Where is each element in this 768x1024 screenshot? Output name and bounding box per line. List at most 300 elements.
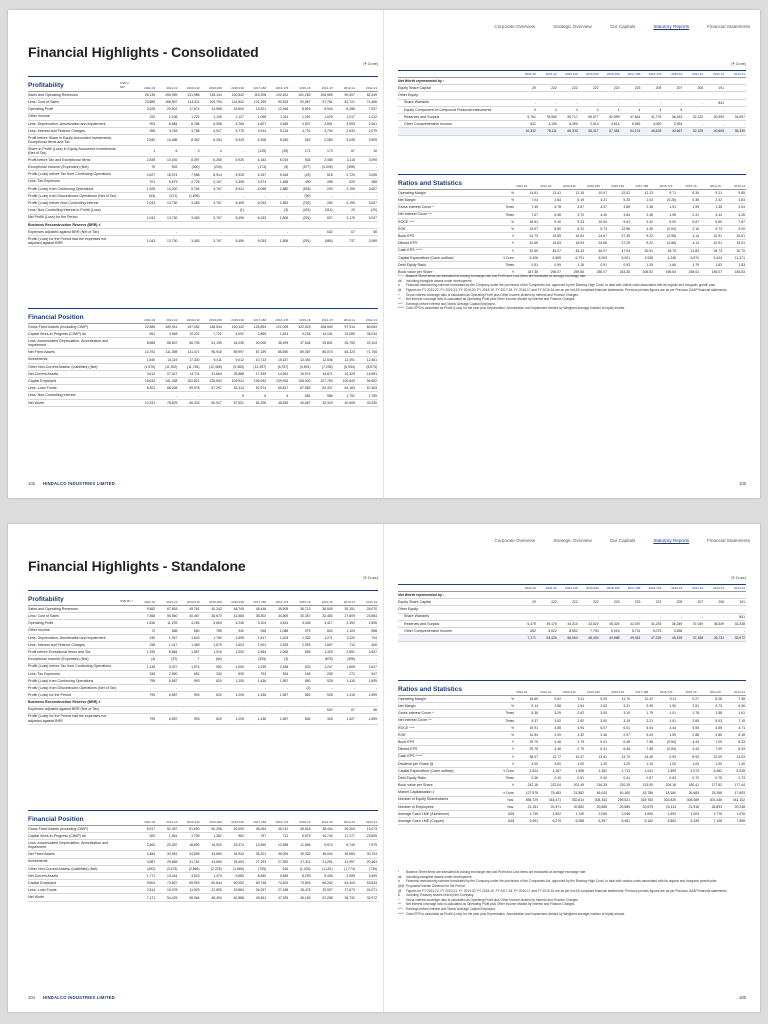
cell-value: 4 — [617, 107, 620, 112]
cell-value: 2.46 — [600, 733, 607, 738]
cell-value: 3,095 — [368, 158, 378, 163]
financial-position-table — [28, 810, 378, 902]
cell-value: - — [555, 614, 557, 619]
nav-link[interactable]: Statutory Reports — [653, 538, 690, 543]
row-unit: ₹ — [511, 740, 514, 745]
cell-value: 2,195 — [346, 201, 355, 206]
row-label: ROCE ^^^ — [398, 725, 415, 730]
row-label: Less: Interest and Finance Charges — [28, 642, 85, 647]
nav-link[interactable]: Strategic Overview — [553, 24, 592, 29]
cell-value: 6.45 — [623, 747, 630, 752]
cell-value: 2.51 — [692, 704, 699, 709]
cell-value: 4.14 — [692, 234, 699, 239]
cell-value: 191 — [739, 600, 745, 605]
cell-value: 5.25 — [623, 198, 630, 203]
row-label: Business Reconstruction Reserve (BRR) # — [28, 222, 101, 227]
cell-value: 33,561 — [167, 852, 178, 857]
cell-value: 9.71 — [669, 191, 676, 196]
year-label: 2018-19# — [231, 318, 244, 322]
cell-value: (63) — [149, 194, 156, 199]
standalone-spread — [8, 524, 760, 1012]
cell-value: 8,564 — [168, 650, 178, 655]
cell-value: 0.51 — [577, 776, 584, 781]
cell-value: (792) — [302, 201, 311, 206]
cell-value: 1,690 — [644, 812, 653, 817]
cell-value: 9 — [242, 393, 244, 398]
cell-value: (37) — [171, 657, 178, 662]
table-row — [28, 171, 378, 178]
cell-value: 4,607 — [257, 121, 267, 126]
table-row — [28, 664, 378, 671]
cell-value: 34,934 — [233, 852, 244, 857]
footnotes — [398, 870, 746, 916]
table-row — [28, 357, 378, 364]
cell-value: 1.59 — [669, 733, 676, 738]
cell-value: 1,403 — [279, 635, 289, 640]
cell-value: 46.07 — [552, 248, 561, 253]
cell-value: 659 — [304, 650, 311, 655]
table-row — [398, 768, 746, 775]
header-spacer — [398, 590, 502, 591]
nav-link[interactable]: Statutory Reports — [653, 24, 690, 29]
cell-value: 299,521 — [617, 797, 630, 802]
row-label: Capital Expenditure (Cash outflow) — [398, 768, 454, 773]
cell-value: 1,041 — [644, 768, 653, 773]
row-label: Share Warrants — [404, 100, 430, 105]
cell-value: (6,934) — [344, 364, 355, 369]
row-values — [516, 783, 746, 787]
cell-value: 9,604 — [146, 881, 156, 886]
cell-value: 89,087 — [300, 350, 311, 355]
row-values — [134, 665, 378, 669]
cell-value: 9.11 — [577, 697, 584, 702]
year-label: 2012-13 — [366, 318, 378, 322]
cell-value: 39,505 — [277, 607, 289, 612]
row-values — [516, 241, 746, 245]
row-values — [516, 101, 746, 105]
cell-value: 9.27 — [692, 697, 699, 702]
nav-link[interactable]: Our Capitals — [609, 538, 636, 543]
cell-value: 81,721 — [344, 100, 355, 105]
nav-link[interactable]: Our Capitals — [609, 24, 636, 29]
cell-value: 111,398 — [165, 350, 178, 355]
cell-value: (20) — [371, 208, 378, 213]
row-unit: Times — [505, 262, 514, 267]
page-104 — [8, 524, 384, 1012]
row-values — [134, 93, 378, 97]
cell-value: 3,483 — [191, 239, 200, 244]
year-header — [134, 86, 378, 91]
cell-value: 15,500 — [233, 107, 244, 112]
nav-link[interactable]: Corporate Overview — [494, 24, 536, 29]
cell-value: - — [618, 100, 620, 105]
cell-value: 4.58 — [554, 725, 561, 730]
table-row — [398, 782, 746, 789]
cell-value: 223 — [613, 600, 620, 605]
cell-value: 16.69 — [529, 697, 538, 702]
row-values — [134, 100, 378, 104]
cell-value — [725, 101, 746, 105]
cell-value: (0.84) — [667, 740, 676, 745]
table-row — [28, 642, 378, 649]
footnote-text: Gross interest coverage ratio is calculated as Operating Profit plus Other Income divided by Interest and Finance Charges. — [406, 292, 579, 297]
row-values — [134, 365, 378, 369]
cell-value: 1.10 — [646, 761, 653, 766]
row-values — [516, 798, 746, 802]
cell-value: 8,816 — [302, 107, 311, 112]
nav-link[interactable]: Financial Statements — [707, 24, 750, 29]
row-values — [134, 180, 378, 184]
cell-value: 3.00 — [600, 711, 607, 716]
row-label: Profit/ (Loss) before Non-Controlling Interest — [28, 201, 99, 206]
row-values — [516, 86, 746, 90]
footnote-symbol: # — [398, 879, 400, 884]
cell-value: (1,033) — [299, 866, 311, 871]
footnote — [398, 912, 746, 917]
cell-value: 3.19 — [623, 718, 630, 723]
table-row — [28, 840, 378, 851]
section-title: Ratios and Statistics — [398, 180, 462, 187]
cell-value: 1,599 — [667, 768, 676, 773]
cell-value: 15.51 — [736, 241, 745, 246]
footnote-text: Earnings before Interest and Taxes/ Average Capital Employed. — [406, 907, 496, 912]
cell-value: 1,329 — [324, 650, 333, 655]
cell-value: 15,187 — [277, 357, 289, 362]
cell-value: 2,239 — [257, 664, 267, 669]
cell-value: 40,667 — [300, 400, 311, 405]
cell-value: 285 — [327, 179, 333, 184]
footnote-symbol: ^^^^ — [398, 306, 404, 311]
cell-value: 1,205 — [235, 716, 244, 721]
row-unit: Nos. — [507, 797, 514, 802]
cell-value: 6,308 — [257, 138, 267, 143]
row-label: Net Worth — [28, 895, 45, 900]
cell-value: 29 — [532, 600, 536, 605]
cell-value: - — [702, 100, 704, 105]
cell-value: 9.37 — [531, 718, 538, 723]
cell-value: 33,348 — [734, 621, 745, 626]
cell-value: 29.79 — [529, 740, 538, 745]
year-label: 2012-13 — [733, 586, 745, 590]
cell-value: - — [576, 100, 578, 105]
cell-value: 525 — [349, 179, 355, 184]
cell-value: 3,049 — [346, 138, 355, 143]
cell-value: 1.61 — [738, 711, 745, 716]
cell-value: 7,171 — [146, 895, 156, 900]
cell-value: 904 — [149, 121, 156, 126]
cell-value: - — [264, 707, 267, 712]
cell-value: 4 — [575, 107, 578, 112]
cell-value: 5,679 — [302, 834, 311, 839]
page-title: Financial Highlights - Consolidated — [28, 44, 259, 60]
cell-value: 1,806 — [279, 239, 289, 244]
cell-value: - — [639, 614, 641, 619]
cell-value: 42,497 — [630, 621, 641, 626]
cell-value: 1,843 — [191, 635, 200, 640]
cell-value: 52,414 — [233, 386, 244, 391]
cell-value: 2,492 — [346, 621, 355, 626]
cell-value: 9.40 — [554, 219, 561, 224]
cell-value: - — [353, 686, 355, 691]
cell-value: 23,564 — [366, 614, 378, 619]
cell-value: - — [220, 686, 222, 691]
row-label: Capital Employed — [28, 378, 57, 383]
cell-value: 35,330 — [734, 129, 745, 134]
cell-value: 3,763 — [168, 129, 178, 134]
row-unit: Times — [505, 205, 514, 210]
cell-value: 5,518 — [736, 768, 745, 773]
cell-value: 23,089 — [344, 332, 355, 337]
cell-value: 222 — [592, 86, 599, 91]
cell-value: 4.13 — [692, 241, 699, 246]
company-name: HINDALCO INDUSTRIES LIMITED — [43, 995, 115, 1000]
cell-value: 1.15 — [577, 262, 584, 267]
cell-value: 304,343 — [594, 797, 607, 802]
cell-value: 3.86 — [623, 205, 630, 210]
cell-value: 1.95 — [692, 205, 699, 210]
cell-value: 1,485 — [279, 179, 289, 184]
cell-value: 5,356 — [213, 121, 222, 126]
cell-value: 11,571 — [734, 255, 745, 260]
row-label: Net Margin — [398, 198, 416, 203]
year-label: 2021-22 — [166, 318, 178, 322]
cell-value: 0.93 — [623, 262, 630, 267]
cell-value: 2,176 — [346, 215, 355, 220]
table-row — [398, 775, 746, 782]
cell-value: 850 — [304, 678, 311, 683]
cell-value: 27,609 — [344, 614, 355, 619]
cell-value: 4,484 — [146, 852, 156, 857]
nav-link[interactable]: Strategic Overview — [553, 538, 592, 543]
cell-value: 12,446 — [277, 107, 289, 112]
table-row — [28, 92, 378, 99]
cell-value: 222 — [551, 86, 557, 91]
table-row — [28, 385, 378, 392]
table-row — [398, 197, 746, 204]
table-row — [28, 207, 378, 214]
row-label: Gross Interest Cover ^ — [398, 205, 434, 210]
table-row — [28, 714, 378, 725]
cell-value: 2.63 — [600, 704, 607, 709]
cell-value: 10,492 — [167, 158, 178, 163]
cell-value: 8.28 — [715, 697, 722, 702]
cell-value: 13.97 — [529, 227, 538, 232]
cell-value: (4,591) — [299, 364, 311, 369]
cell-value: 20,502 — [167, 107, 178, 112]
row-values — [134, 379, 378, 383]
row-unit: ₹ — [511, 761, 514, 766]
cell-value: - — [154, 393, 156, 398]
cell-value: 50,296 — [211, 827, 222, 832]
cell-value: 8.18 — [738, 733, 745, 738]
year-label: 2014-15 — [321, 820, 333, 824]
cell-value: - — [287, 230, 289, 235]
cell-value: 308,489 — [686, 797, 699, 802]
cell-value: 1,088 — [279, 628, 289, 633]
year-label: 2016-17# — [275, 600, 289, 604]
cell-value: - — [702, 107, 704, 112]
cell-value: 84,223 — [344, 350, 355, 355]
cell-value: 3.95 — [646, 704, 653, 709]
section-unit — [490, 693, 504, 695]
year-header — [516, 72, 746, 77]
year-label: 2017-18# — [627, 72, 641, 76]
year-label: 2021-22 — [540, 690, 552, 694]
cell-value: 180.41 — [688, 783, 699, 788]
cell-value: 206 — [718, 600, 725, 605]
cell-value: (2,565) — [188, 866, 200, 871]
cell-value: - — [660, 100, 662, 105]
cell-value: 114,311 — [187, 100, 200, 105]
ratios-table — [398, 680, 746, 825]
row-unit: ₹ — [511, 234, 514, 239]
table-row — [28, 186, 378, 193]
year-label: 2013-14 — [713, 72, 725, 76]
row-values — [134, 158, 378, 162]
company-name: HINDALCO INDUSTRIES LIMITED — [43, 481, 115, 486]
cell-value: 1,190 — [146, 650, 156, 655]
row-label: Net Profit/ (Loss) for the Period — [28, 215, 78, 220]
nav-link[interactable]: Financial Statements — [707, 538, 750, 543]
year-header — [134, 600, 378, 605]
cell-value: 26,304 — [344, 827, 355, 832]
cell-value: 620 — [216, 678, 222, 683]
cell-value: 173 — [327, 149, 333, 154]
cell-value: 10.91 — [713, 234, 722, 239]
year-label: 2015-16 — [299, 86, 311, 90]
cell-value: 4.43 — [692, 740, 699, 745]
cell-value: 6,587 — [168, 678, 178, 683]
cell-value: 5.87 — [692, 219, 699, 224]
cell-value: 1.79 — [692, 262, 699, 267]
row-values — [516, 256, 746, 260]
cell-value: 3.43 — [646, 733, 653, 738]
cell-value: 3.94 — [577, 725, 584, 730]
cell-value: 69,748 — [255, 881, 267, 886]
row-label: Less: Depreciation, Amortization and Impairment — [28, 635, 106, 640]
table-row — [28, 135, 378, 146]
cell-value: 5.41 — [600, 747, 607, 752]
cell-value: 158.61 — [688, 270, 699, 275]
cell-value: 516 — [282, 866, 289, 871]
cell-value: - — [618, 614, 620, 619]
cell-value: 92,587 — [300, 100, 311, 105]
table-row — [28, 157, 378, 164]
table-row — [28, 707, 378, 714]
unit-note: (₹ Crore) — [731, 576, 746, 580]
cell-value: 90,525 — [277, 100, 289, 105]
cell-value: 9,012 — [235, 357, 244, 362]
cell-value: 19,078 — [167, 888, 178, 893]
cell-value: 16.93 — [575, 241, 584, 246]
row-label: Net Fixed Assets — [28, 852, 55, 857]
row-label: Less: Accumulated Depreciation, Amortization and Impairment — [28, 840, 109, 850]
table-row — [28, 692, 378, 699]
cell-value: 11,293 — [167, 621, 178, 626]
cell-value: - — [242, 657, 244, 662]
cell-value: 0.72 — [692, 776, 699, 781]
table-row — [28, 349, 378, 356]
section-header — [398, 680, 746, 696]
cell-value: 5,001 — [621, 255, 630, 260]
cell-value: 4,614 — [611, 122, 620, 127]
cell-value: 244.35 — [619, 270, 630, 275]
cell-value: 9,569 — [279, 874, 289, 878]
cell-value: 6,339 — [690, 819, 699, 824]
cell-value: 1.40 — [738, 761, 745, 766]
year-label: 2018-19# — [231, 820, 244, 824]
cell-value: 5,040 — [279, 138, 289, 143]
cell-value: 1,617 — [257, 635, 267, 640]
row-label: Operating Profit — [28, 621, 54, 626]
cell-value: 16.94 — [575, 234, 584, 239]
cell-value: 534 — [282, 671, 289, 676]
cell-value: - — [331, 686, 333, 691]
cell-value: 116,942 — [231, 100, 244, 105]
cell-value: 60,092 — [233, 881, 244, 886]
row-label: Exceptional Income/ (Expenses) (Net) — [28, 657, 89, 662]
table-row — [398, 703, 746, 710]
cell-value: 20 — [351, 208, 355, 213]
cell-value: 36,004 — [322, 852, 333, 857]
row-label: Average Cash LME (Aluminium) — [398, 811, 450, 816]
cell-value: 8.93 — [692, 754, 699, 759]
table-row — [398, 212, 746, 219]
cell-value: 1,695 — [235, 635, 244, 640]
cell-value: 841 — [739, 614, 745, 619]
cell-value: 20,685 — [596, 804, 607, 809]
cell-value: 13,921 — [255, 107, 267, 112]
cell-value: 9,582 — [146, 607, 156, 612]
cell-value: 69,978 — [189, 386, 200, 391]
cell-value: 737 — [349, 239, 355, 244]
cell-value: 9.61 — [623, 219, 630, 224]
table-row — [398, 85, 746, 92]
cell-value: 620 — [216, 693, 222, 698]
cell-value: 36,732 — [344, 895, 355, 900]
cell-value: 1,780 — [213, 635, 222, 640]
table-row — [28, 894, 378, 901]
cell-value: 57,381 — [609, 129, 620, 134]
cell-value: 68,837 — [167, 341, 178, 346]
footnote-text: Earnings before Interest and Taxes/ Average Capital Employed. — [406, 301, 496, 306]
cell-value: 1,603 — [235, 643, 244, 648]
row-values — [516, 636, 746, 640]
cell-value: 1,470 — [213, 874, 222, 878]
row-label: Net Current Assets — [28, 873, 59, 878]
cell-value: 259.56 — [573, 270, 584, 275]
table-row — [398, 804, 746, 811]
table-row — [398, 204, 746, 211]
year-label: 2017-18# — [635, 184, 649, 188]
cell-value: 5.50 — [715, 219, 722, 224]
cell-value: 7.67 — [531, 212, 538, 217]
footnote-symbol: ^^^ — [398, 907, 403, 912]
cell-value: 223 — [634, 86, 641, 91]
cell-value: 58,317 — [588, 129, 599, 134]
cell-value: 48,494 — [211, 895, 222, 900]
table-row — [398, 262, 746, 269]
nav-link[interactable]: Corporate Overview — [494, 538, 536, 543]
cell-value: 6,481 — [621, 819, 630, 824]
table-row — [28, 635, 378, 642]
year-label: 2022-23 — [144, 820, 156, 824]
table-row — [28, 236, 378, 247]
row-label: Expenses adjusted against BRR (Net of Tax) — [28, 707, 100, 712]
cell-value: 1.90 — [669, 704, 676, 709]
cell-value: 280 — [327, 201, 333, 206]
cell-value: (4) — [151, 657, 156, 662]
